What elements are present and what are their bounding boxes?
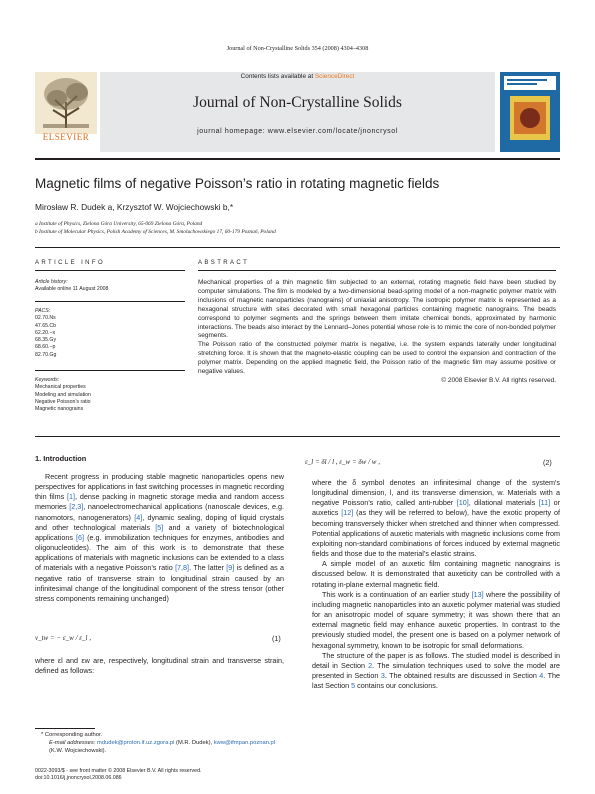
right-column-text bbox=[312, 478, 560, 691]
pacs-label: PACS: bbox=[35, 308, 51, 314]
email-link-dudek[interactable]: mdudek@proton.if.uz.zgora.pl bbox=[97, 740, 175, 746]
text-run: contains our conclusions. bbox=[355, 681, 438, 691]
text-run: , dense packing in magnetic storage media and random access memories bbox=[35, 492, 284, 512]
text-run: is defined as a negative ratio of transverse strain to longitudinal strain caused by an infinitesimal change of the longitudinal component of the stress tensor (other stress components remaining unchanged) bbox=[35, 563, 284, 603]
equation-1: ν_tw = − ε_w / ε_l , bbox=[35, 634, 91, 642]
article-authors: Mirosław R. Dudek a, Krzysztof W. Wojciechowski b,* bbox=[35, 202, 234, 212]
doi-line[interactable]: doi:10.1016/j.jnoncrysol.2008.06.086 bbox=[35, 775, 122, 782]
pacs-item: 62.20.−x bbox=[35, 329, 56, 336]
contents-line bbox=[100, 73, 495, 80]
history-value: Available online 11 August 2008 bbox=[35, 286, 109, 293]
citation-link[interactable]: [2,3] bbox=[69, 502, 84, 512]
keyword: Negative Poisson’s ratio bbox=[35, 398, 91, 405]
sciencedirect-link[interactable]: ScienceDirect bbox=[314, 73, 355, 80]
section-heading-introduction: 1. Introduction bbox=[35, 454, 87, 463]
pacs-item: 02.70.Ns bbox=[35, 315, 56, 322]
citation-link[interactable]: [1] bbox=[67, 492, 76, 502]
section-link[interactable]: 2 bbox=[368, 660, 373, 670]
text-run: and a variety of biotechnological applications bbox=[35, 522, 284, 542]
pacs-item: 68.35.Gy bbox=[35, 337, 57, 344]
journal-homepage[interactable]: journal homepage: www.elsevier.com/locate/jnoncrysol bbox=[197, 128, 398, 135]
elsevier-wordmark: ELSEVIER bbox=[42, 132, 90, 142]
citation-link[interactable]: [13] bbox=[471, 589, 484, 599]
abstract-divider bbox=[198, 270, 556, 271]
text-run: where the δ symbol denotes an infinitesimal change of the system’s longitudinal dimension, l, and its transverse dimension, w. Materials with a negative Poisson’s ratio, called anti-rubber bbox=[312, 478, 560, 508]
intro-paragraph-3: A simple model of an auxetic film containing magnetic nanograins is discussed below. It is demonstrated that auxeticity can be controlled with a rotating in-plane external magnetic field. bbox=[312, 559, 560, 589]
intro-paragraph-1 bbox=[35, 472, 284, 604]
intro-after-eq1: where εl and εw are, respectively, longitudinal strain and transverse strain, defined as follows: bbox=[35, 656, 284, 676]
keyword: Mechanical properties bbox=[35, 384, 86, 391]
citation-link[interactable]: [7,8] bbox=[175, 563, 190, 573]
abstract-heading: ABSTRACT bbox=[198, 260, 250, 266]
text-run: (e.g. immobilization techniques for enzymes, antibodies and oligonucleotides). The aim of this work is to demonstrate that these applications of materials with magnetic inclusions can be extended to a class of materials with a negative Poisson’s ratio bbox=[35, 532, 284, 573]
text-run: where the possibility of including magnetic nanoparticles into an auxetic polymer material was studied for an anisotropic model of square symmetry; it was shown there that an external magnetic field may enhance auxetic properties. In contrast to the previously studied model, the present one is based on a polymer network of hexagonal symmetry, known to be isotropic for small deformations. bbox=[312, 589, 560, 650]
copyright-notice: © 2008 Elsevier B.V. All rights reserved. bbox=[441, 376, 556, 384]
abstract-bottom-divider bbox=[35, 436, 560, 437]
abstract-body bbox=[198, 279, 556, 386]
journal-banner bbox=[100, 72, 495, 152]
history-label: Article history: bbox=[35, 279, 68, 285]
section-link[interactable]: 4 bbox=[539, 670, 544, 680]
text-run: (as they will be referred to below), have the exotic property of becoming transversely thicker when stretched and thinner when compressed. Potential applications of auxetic materials with magnetic inclusions come from exploiting non-standard combinations of forces induced by external magnetic fields and those due to the material’s elastic strains. bbox=[312, 508, 560, 559]
citation-link[interactable]: [9] bbox=[226, 563, 235, 573]
pacs-block bbox=[35, 308, 185, 359]
history-divider bbox=[35, 301, 185, 302]
text-run: . The simulation techniques used to solve the model are presented in Section bbox=[312, 660, 560, 680]
footnote-divider bbox=[35, 728, 95, 729]
text-run: . The obtained results are discussed in Section bbox=[384, 670, 540, 680]
equation-1-number: (1) bbox=[272, 634, 281, 643]
text-run: , dilational materials bbox=[468, 498, 539, 508]
keyword: Magnetic nanograins bbox=[35, 406, 84, 413]
pacs-divider bbox=[35, 370, 185, 371]
text-run: , nanoelectromechanical applications (nanoscale devices, e.g. nanomotors, nanogenerators) bbox=[35, 502, 284, 522]
affiliation-divider bbox=[35, 247, 560, 248]
text-run: , dynamic sealing, doping of liquid crystals and other technological materials bbox=[35, 512, 284, 532]
keywords-block bbox=[35, 377, 185, 413]
keywords-label: Keywords: bbox=[35, 377, 60, 383]
affiliation-a: a Institute of Physics, Zielona Góra University, 65-069 Zielona Góra, Poland bbox=[35, 221, 203, 227]
abstract-paragraph-2: The Poisson ratio of the constructed polymer matrix is negative, i.e. the system expands laterally under longitudinal stretching force. It is shown that the magneto-elastic coupling can be used to control the expansion and contraction of the polymer matrix. Depending on the applied magnetic field, the Poisson ratio of the magnetic film may assume positive or negative values. bbox=[198, 341, 556, 376]
citation-link[interactable]: [6] bbox=[76, 532, 85, 542]
footnote-block bbox=[35, 731, 284, 755]
text-run: This work is a continuation of an earlier study bbox=[322, 589, 472, 599]
citation-link[interactable]: [4] bbox=[134, 512, 143, 522]
email-owner: (M.R. Dudek), bbox=[174, 740, 214, 746]
text-run: or auxetics bbox=[312, 498, 560, 518]
elsevier-tree-logo bbox=[35, 72, 97, 134]
article-history bbox=[35, 279, 185, 294]
pacs-item: 82.70.Gg bbox=[35, 351, 57, 358]
citation-link[interactable]: [10] bbox=[456, 498, 469, 508]
affiliation-b: b Institute of Molecular Physics, Polish Academy of Sciences, M. Smoluchowskiego 17, 60-179 Poznań, Poland bbox=[35, 229, 276, 235]
corresponding-author: * Corresponding author. bbox=[41, 732, 103, 738]
email-owner: (K.W. Wojciechowski). bbox=[49, 748, 107, 754]
journal-reference: Journal of Non-Crystalline Solids 354 (2008) 4304–4308 bbox=[226, 45, 369, 52]
email-link-wojciechowski[interactable]: kww@ifmpan.poznan.pl bbox=[213, 740, 276, 746]
keyword: Modeling and simulation bbox=[35, 391, 91, 398]
journal-cover-thumbnail bbox=[500, 72, 560, 152]
header-divider bbox=[35, 158, 560, 160]
equation-2: ε_l = δl / l , ε_w = δw / w , bbox=[305, 458, 380, 466]
pacs-item: 47.65.Cb bbox=[35, 322, 57, 329]
equation-2-number: (2) bbox=[543, 458, 552, 467]
text-run: . The latter bbox=[189, 563, 227, 573]
citation-link[interactable]: [12] bbox=[341, 508, 354, 518]
section-link[interactable]: 5 bbox=[351, 681, 356, 691]
citation-link[interactable]: [11] bbox=[538, 498, 551, 508]
info-divider bbox=[35, 270, 185, 271]
abstract-paragraph-1: Mechanical properties of a thin magnetic film subjected to an external, rotating magnetic field have been studied by computer simulations. The film is modeled by a two-dimensional bead-spring model of a non-magnetic polymer matrix with inclusions of magnetic nanoparticles (nanograins) of uniaxial anisotropy. The isotropic polymer matrix is represented as a hexagonal structure with sites decorated with small hexagonal particles containing magnetic nanograins. The beads correspond to polymer segments and the springs between them imitate chemical bonds, approximated by harmonic interactions. The beads also interact by the Lennard–Jones potential whose role is to mimic the core of non-bonded polymer segments. bbox=[198, 279, 556, 340]
issn-line: 0022-3093/$ - see front matter © 2008 Elsevier B.V. All rights reserved. bbox=[35, 768, 202, 774]
email-label: E-mail addresses: bbox=[49, 740, 98, 746]
text-run: Recent progress in producing stable magnetic nanoparticles opens new perspectives for applications in fast switching processes in magnetic recording thin films bbox=[35, 472, 284, 502]
text-run: The structure of the paper is as follows. The studied model is described in detail in Section bbox=[312, 650, 560, 670]
bottom-metadata bbox=[35, 768, 335, 783]
journal-title: Journal of Non-Crystalline Solids bbox=[193, 94, 402, 111]
citation-link[interactable]: [5] bbox=[155, 522, 164, 532]
section-link[interactable]: 3 bbox=[380, 670, 385, 680]
text-run: . The last Section bbox=[312, 670, 560, 691]
article-info-heading: ARTICLE INFO bbox=[35, 260, 106, 266]
contents-prefix: Contents lists available at bbox=[240, 73, 315, 80]
article-title: Magnetic films of negative Poisson’s ratio in rotating magnetic fields bbox=[35, 176, 440, 191]
pacs-item: 68.60.−p bbox=[35, 344, 56, 351]
